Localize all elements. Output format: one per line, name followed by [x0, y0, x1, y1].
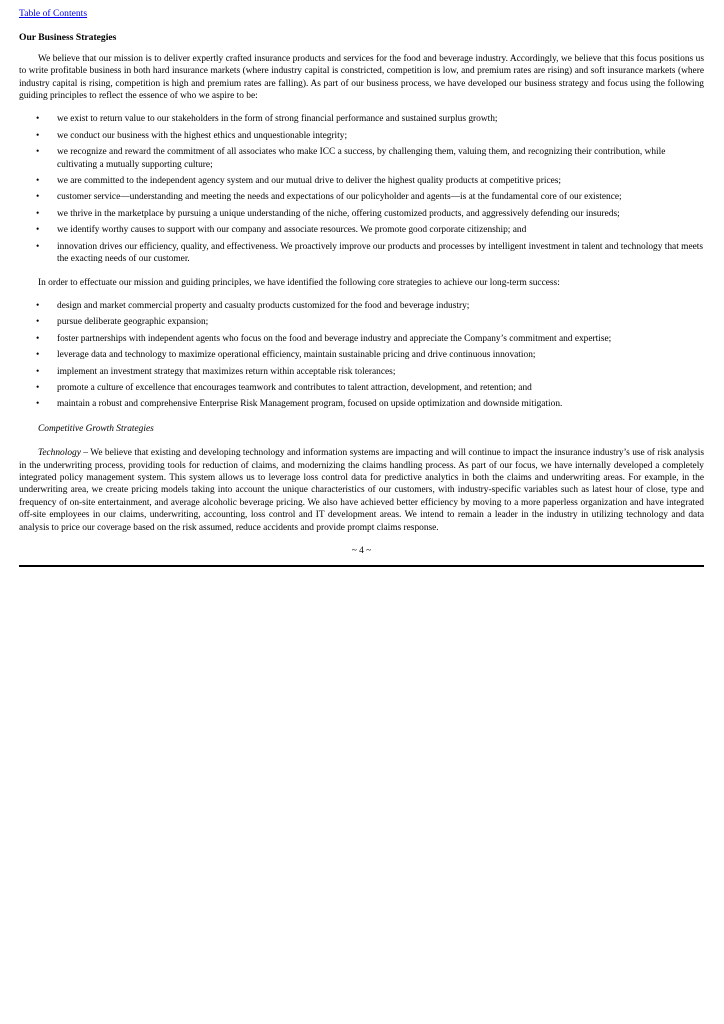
document-page: [19, 8, 704, 567]
list-item: [19, 349, 704, 361]
list-item: [19, 382, 704, 394]
list-item-text: maintain a robust and comprehensive Enterprise Risk Management program, focused on upside optimization and downside mitigation.: [57, 399, 563, 410]
list-item: [19, 146, 704, 171]
list-item-text: leverage data and technology to maximize operational efficiency, maintain sustainable pricing and drive continuous innovation;: [57, 350, 536, 361]
list-item: [19, 398, 704, 410]
bullet-icon: •: [36, 350, 40, 361]
list-item-text: customer service—understanding and meeting the needs and expectations of our policyholder and agents—is at the fundamental core of our existence;: [57, 192, 622, 203]
list-item-text: we recognize and reward the commitment of all associates who make ICC a success, by challenging them, valuing them, and recognizing their contribution, while cultivating a mutually supporting culture;: [57, 147, 666, 170]
bullet-icon: •: [36, 333, 40, 344]
bullet-icon: •: [36, 317, 40, 328]
bullet-icon: •: [36, 382, 40, 393]
list-item-text: we thrive in the marketplace by pursuing a unique understanding of the niche, offering customized products, and aggressively defending our insureds;: [57, 208, 620, 219]
core-strategies-intro: In order to effectuate our mission and guiding principles, we have identified the following core strategies to achieve our long-term success:: [38, 277, 560, 288]
bullet-icon: •: [36, 208, 40, 219]
intro-paragraph: We believe that our mission is to deliver expertly crafted insurance products and services for the food and beverage industry. Accordingly, we believe that this focus positions us to write profitable business in both hard insurance markets (where industry capital is constricted, competition is low, and premium rates are rising) and soft insurance markets (where industry capital is rising, competition is high and premium rates are falling). As part of our business process, we have developed our business strategy and focus using the following guiding principles to reflect the essence of who we aspire to be:: [19, 53, 704, 102]
list-item: [19, 224, 704, 236]
table-of-contents-link[interactable]: Table of Contents: [19, 8, 88, 19]
bullet-icon: •: [36, 130, 40, 141]
list-item: [19, 113, 704, 125]
list-item: [19, 130, 704, 142]
list-item-text: implement an investment strategy that maximizes return within acceptable risk tolerances;: [57, 366, 396, 377]
bullet-icon: •: [36, 176, 40, 187]
bullet-icon: •: [36, 300, 40, 311]
list-item-text: pursue deliberate geographic expansion;: [57, 317, 209, 328]
list-item: [19, 300, 704, 312]
page-number: ~ 4 ~: [351, 546, 372, 556]
list-item-text: foster partnerships with independent agents who focus on the food and beverage industry and appreciate the Company’s commitment and expertise;: [57, 333, 612, 344]
list-item-text: we exist to return value to our stakeholders in the form of strong financial performance and sustained surplus growth;: [57, 114, 498, 125]
list-item-text: we are committed to the independent agency system and our mutual drive to deliver the highest quality products at competitive prices;: [57, 176, 562, 187]
technology-paragraph: [19, 447, 704, 534]
guiding-principles-list: [19, 113, 704, 265]
page-divider: [19, 565, 704, 567]
list-item-text: innovation drives our efficiency, quality, and effectiveness. We proactively improve our products and processes by intelligent investment in talent and technology that meets the exacting needs of our customer.: [57, 241, 704, 265]
list-item: [19, 316, 704, 328]
section-title: Our Business Strategies: [19, 32, 117, 44]
bullet-icon: •: [36, 399, 40, 410]
list-item-text: design and market commercial property and casualty products customized for the food and beverage industry;: [57, 300, 470, 311]
bullet-icon: •: [36, 225, 40, 236]
bullet-icon: •: [36, 366, 40, 377]
list-item: [19, 175, 704, 187]
core-strategies-list: [19, 300, 704, 411]
bullet-icon: •: [36, 241, 40, 252]
list-item: [19, 333, 704, 345]
list-item: [19, 208, 704, 220]
bullet-icon: •: [36, 147, 40, 158]
list-item: [19, 191, 704, 203]
competitive-growth-subheading: Competitive Growth Strategies: [38, 423, 154, 434]
list-item-text: promote a culture of excellence that encourages teamwork and contributes to talent attraction, development, and retention; and: [57, 382, 532, 393]
bullet-icon: •: [36, 192, 40, 203]
list-item-text: we conduct our business with the highest ethics and unquestionable integrity;: [57, 130, 348, 141]
bullet-icon: •: [36, 114, 40, 125]
technology-label: Technology: [38, 448, 81, 459]
list-item: [19, 241, 704, 266]
technology-text: – We believe that existing and developing technology and information systems are impacting and will continue to impact the insurance industry’s use of risk analysis in the underwriting process, providing tools for reduction of claims, and modernizing the claims handling process. As part of our focus, we have internally developed a completely integrated policy management system. This system allows us to leverage loss control data for predictive analytics in both the claims and underwriting areas. For example, in the underwriting area, we create pricing models taking into account the unique characteristics of our customers, with industry-specific variables such as latest hour of close, type and frequency of on-site entertainment, and average alcoholic beverage pricing. We also have achieved better efficiency by moving to a more paperless organization and have integrated off-site employees in our claims, underwriting, accounting, loss control and IT development areas. We intend to remain a leader in the industry in utilizing technology and data analysis to price our coverage based on the risk assumed, reduce accidents and provide prompt claims response.: [19, 448, 704, 533]
list-item: [19, 366, 704, 378]
list-item-text: we identify worthy causes to support with our company and associate resources. We promote good corporate citizenship; and: [57, 225, 527, 236]
